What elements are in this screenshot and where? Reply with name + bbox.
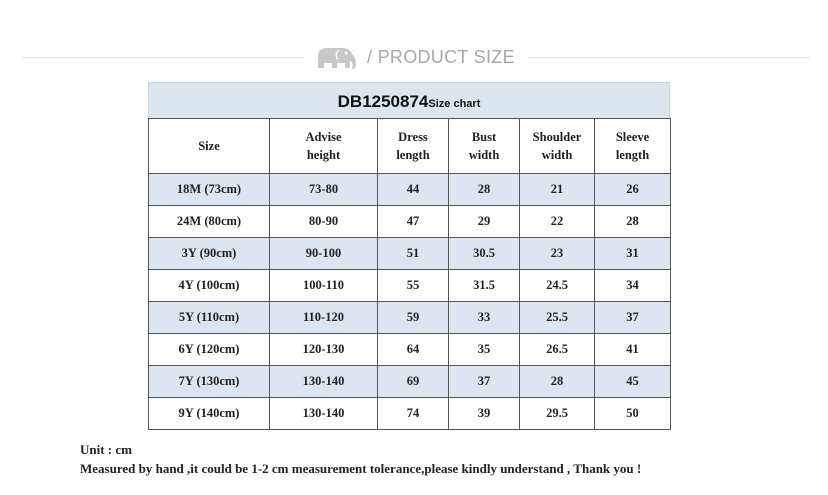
column-header-bust-width bbox=[449, 119, 520, 174]
table-row bbox=[149, 270, 671, 302]
dress-length-cell: 47 bbox=[378, 206, 449, 238]
size-cell: 9Y (140cm) bbox=[149, 398, 270, 430]
sleeve-length-cell: 45 bbox=[595, 366, 671, 398]
shoulder-width-cell: 25.5 bbox=[520, 302, 595, 334]
size-cell: 6Y (120cm) bbox=[149, 334, 270, 366]
dress-length-cell: 59 bbox=[378, 302, 449, 334]
unit-note: Unit : cm bbox=[80, 442, 132, 457]
column-header-dress-length bbox=[378, 119, 449, 174]
table-row bbox=[149, 174, 671, 206]
column-header-sleeve-length bbox=[595, 119, 671, 174]
bust-width-cell: 29 bbox=[449, 206, 520, 238]
dress-length-cell: 55 bbox=[378, 270, 449, 302]
dress-length-cell: 64 bbox=[378, 334, 449, 366]
size-cell: 24M (80cm) bbox=[149, 206, 270, 238]
table-row bbox=[149, 398, 671, 430]
header-line: Size bbox=[198, 139, 220, 153]
shoulder-width-cell: 29.5 bbox=[520, 398, 595, 430]
advise-height-cell: 73-80 bbox=[270, 174, 378, 206]
bust-width-cell: 37 bbox=[449, 366, 520, 398]
divider-left bbox=[22, 57, 304, 58]
bust-width-cell: 30.5 bbox=[449, 238, 520, 270]
sleeve-length-cell: 34 bbox=[595, 270, 671, 302]
header-line: width bbox=[468, 148, 500, 162]
sleeve-length-cell: 28 bbox=[595, 206, 671, 238]
sleeve-length-cell: 50 bbox=[595, 398, 671, 430]
table-header-row bbox=[149, 119, 671, 174]
sleeve-length-cell: 26 bbox=[595, 174, 671, 206]
bust-width-cell: 35 bbox=[449, 334, 520, 366]
header-line: width bbox=[541, 148, 573, 162]
advise-height-cell: 100-110 bbox=[270, 270, 378, 302]
bust-width-cell: 39 bbox=[449, 398, 520, 430]
measurement-note: Measured by hand ,it could be 1-2 cm measurement tolerance,please kindly understand , Thank you ! bbox=[80, 461, 642, 476]
product-code: DB1250874 bbox=[337, 92, 429, 111]
size-chart bbox=[148, 82, 670, 430]
size-cell: 3Y (90cm) bbox=[149, 238, 270, 270]
advise-height-cell: 90-100 bbox=[270, 238, 378, 270]
header-line: Advise bbox=[305, 130, 342, 144]
header-line: Dress bbox=[398, 130, 428, 144]
sleeve-length-cell: 31 bbox=[595, 238, 671, 270]
table-row bbox=[149, 366, 671, 398]
size-cell: 18M (73cm) bbox=[149, 174, 270, 206]
shoulder-width-cell: 21 bbox=[520, 174, 595, 206]
shoulder-width-cell: 26.5 bbox=[520, 334, 595, 366]
column-header-shoulder-width bbox=[520, 119, 595, 174]
product-size-title: / PRODUCT SIZE bbox=[367, 47, 515, 67]
elephant-icon bbox=[312, 44, 362, 72]
advise-height-cell: 110-120 bbox=[270, 302, 378, 334]
table-row bbox=[149, 206, 671, 238]
size-cell: 5Y (110cm) bbox=[149, 302, 270, 334]
dress-length-cell: 74 bbox=[378, 398, 449, 430]
table-row bbox=[149, 238, 671, 270]
size-table bbox=[148, 118, 671, 430]
shoulder-width-cell: 22 bbox=[520, 206, 595, 238]
header-line: length bbox=[615, 148, 650, 162]
header-line: Shoulder bbox=[532, 130, 582, 144]
table-row bbox=[149, 302, 671, 334]
dress-length-cell: 51 bbox=[378, 238, 449, 270]
shoulder-width-cell: 28 bbox=[520, 366, 595, 398]
shoulder-width-cell: 24.5 bbox=[520, 270, 595, 302]
header-line: Sleeve bbox=[615, 130, 650, 144]
header-line: Bust bbox=[471, 130, 497, 144]
dress-length-cell: 69 bbox=[378, 366, 449, 398]
sleeve-length-cell: 41 bbox=[595, 334, 671, 366]
size-cell: 4Y (100cm) bbox=[149, 270, 270, 302]
dress-length-cell: 44 bbox=[378, 174, 449, 206]
section-header bbox=[0, 44, 828, 74]
column-header-size bbox=[149, 119, 270, 174]
advise-height-cell: 130-140 bbox=[270, 366, 378, 398]
header-line: length bbox=[396, 148, 430, 162]
advise-height-cell: 120-130 bbox=[270, 334, 378, 366]
size-cell: 7Y (130cm) bbox=[149, 366, 270, 398]
bust-width-cell: 28 bbox=[449, 174, 520, 206]
column-header-advise-height bbox=[270, 119, 378, 174]
shoulder-width-cell: 23 bbox=[520, 238, 595, 270]
sleeve-length-cell: 37 bbox=[595, 302, 671, 334]
bust-width-cell: 31.5 bbox=[449, 270, 520, 302]
advise-height-cell: 80-90 bbox=[270, 206, 378, 238]
table-row bbox=[149, 334, 671, 366]
size-chart-label: Size chart bbox=[428, 98, 481, 110]
size-chart-title bbox=[148, 82, 670, 118]
bust-width-cell: 33 bbox=[449, 302, 520, 334]
divider-right bbox=[528, 57, 810, 58]
advise-height-cell: 130-140 bbox=[270, 398, 378, 430]
header-line: height bbox=[306, 148, 341, 162]
